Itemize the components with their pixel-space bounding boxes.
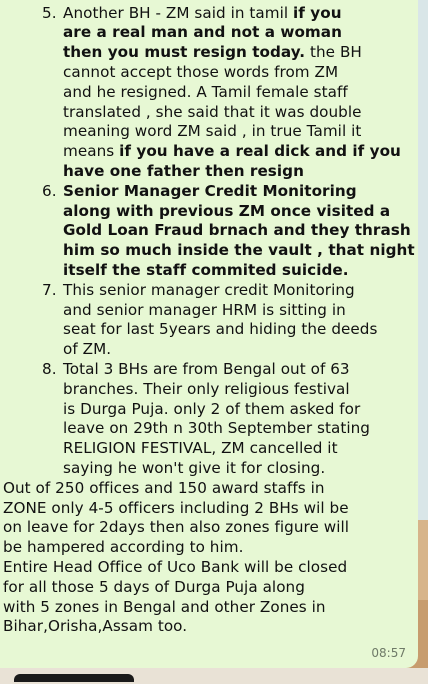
message-line: with 5 zones in Bengal and other Zones in <box>3 597 326 616</box>
message-line <box>63 241 415 261</box>
list-number: 8. <box>42 359 57 378</box>
text-segment: of ZM. <box>63 340 112 359</box>
bold-text: Gold Loan Fraud brnach and they thrash <box>63 221 411 240</box>
list-number: 5. <box>42 3 57 22</box>
text-segment: RELIGION FESTIVAL, ZM cancelled it <box>63 439 338 458</box>
bold-text: if you <box>293 3 342 22</box>
message-timestamp: 08:57 <box>371 646 406 660</box>
message-line: Bihar,Orisha,Assam too. <box>3 617 188 636</box>
message-line <box>63 419 370 439</box>
message-line <box>63 63 338 83</box>
bold-text: are a real man and not a woman <box>63 23 342 42</box>
text-segment: the BH <box>305 43 362 62</box>
message-line: ZONE only 4-5 officers including 2 BHs wil be <box>3 498 349 517</box>
message-line: on leave for 2days then also zones figure will <box>3 518 350 537</box>
message-line <box>63 202 390 222</box>
bold-text: him so much inside the vault , that night <box>63 241 415 260</box>
text-segment: Total 3 BHs are from Bengal out of 63 <box>63 359 350 378</box>
bold-text: itself the staff commited suicide. <box>63 260 349 279</box>
list-number: 7. <box>42 280 57 299</box>
message-line <box>63 340 111 360</box>
message-line <box>63 83 348 103</box>
message-line <box>63 122 361 142</box>
message-line <box>63 142 401 162</box>
message-line <box>63 182 357 202</box>
message-line <box>63 439 338 459</box>
bold-text: along with previous ZM once visited a <box>63 201 391 220</box>
message-line: be hampered according to him. <box>3 538 244 557</box>
message-line: Out of 250 offices and 150 award staffs in <box>3 478 325 497</box>
bold-text: then you must resign today. <box>63 43 306 62</box>
next-message-preview <box>0 668 428 680</box>
bold-text: if you have a real dick and if you <box>119 142 401 161</box>
message-line <box>63 400 360 420</box>
text-segment: and senior manager HRM is sitting in <box>63 300 346 319</box>
text-segment: translated , she said that it was double <box>63 102 362 121</box>
list-number: 6. <box>42 181 57 200</box>
message-line <box>63 380 350 400</box>
message-line: for all those 5 days of Durga Puja along <box>3 577 305 596</box>
text-segment: leave on 29th n 30th September stating <box>63 419 370 438</box>
message-line <box>63 360 350 380</box>
message-line <box>63 43 362 63</box>
next-message-edge <box>14 674 134 682</box>
message-line <box>63 459 325 479</box>
text-segment: means <box>63 142 120 161</box>
text-segment: branches. Their only religious festival <box>63 379 350 398</box>
message-line <box>63 320 377 340</box>
text-segment: is Durga Puja. only 2 of them asked for <box>63 399 361 418</box>
message-line <box>63 162 304 182</box>
text-segment: meaning word ZM said , in true Tamil it <box>63 122 362 141</box>
text-segment: saying he won't give it for closing. <box>63 458 326 477</box>
message-line <box>63 261 349 281</box>
message-line <box>63 23 342 43</box>
message-line <box>63 4 342 24</box>
message-line: Entire Head Office of Uco Bank will be closed <box>3 557 348 576</box>
text-segment: This senior manager credit Monitoring <box>63 280 355 299</box>
text-segment: Another BH - ZM said in tamil <box>63 3 294 22</box>
text-segment: seat for last 5years and hiding the deeds <box>63 320 378 339</box>
bold-text: Senior Manager Credit Monitoring <box>63 181 357 200</box>
message-line <box>63 281 355 301</box>
message-line <box>63 103 362 123</box>
message-line <box>63 221 411 241</box>
bold-text: have one father then resign <box>63 161 304 180</box>
text-segment: and he resigned. A Tamil female staff <box>63 82 348 101</box>
message-line <box>63 301 346 321</box>
text-segment: cannot accept those words from ZM <box>63 62 339 81</box>
